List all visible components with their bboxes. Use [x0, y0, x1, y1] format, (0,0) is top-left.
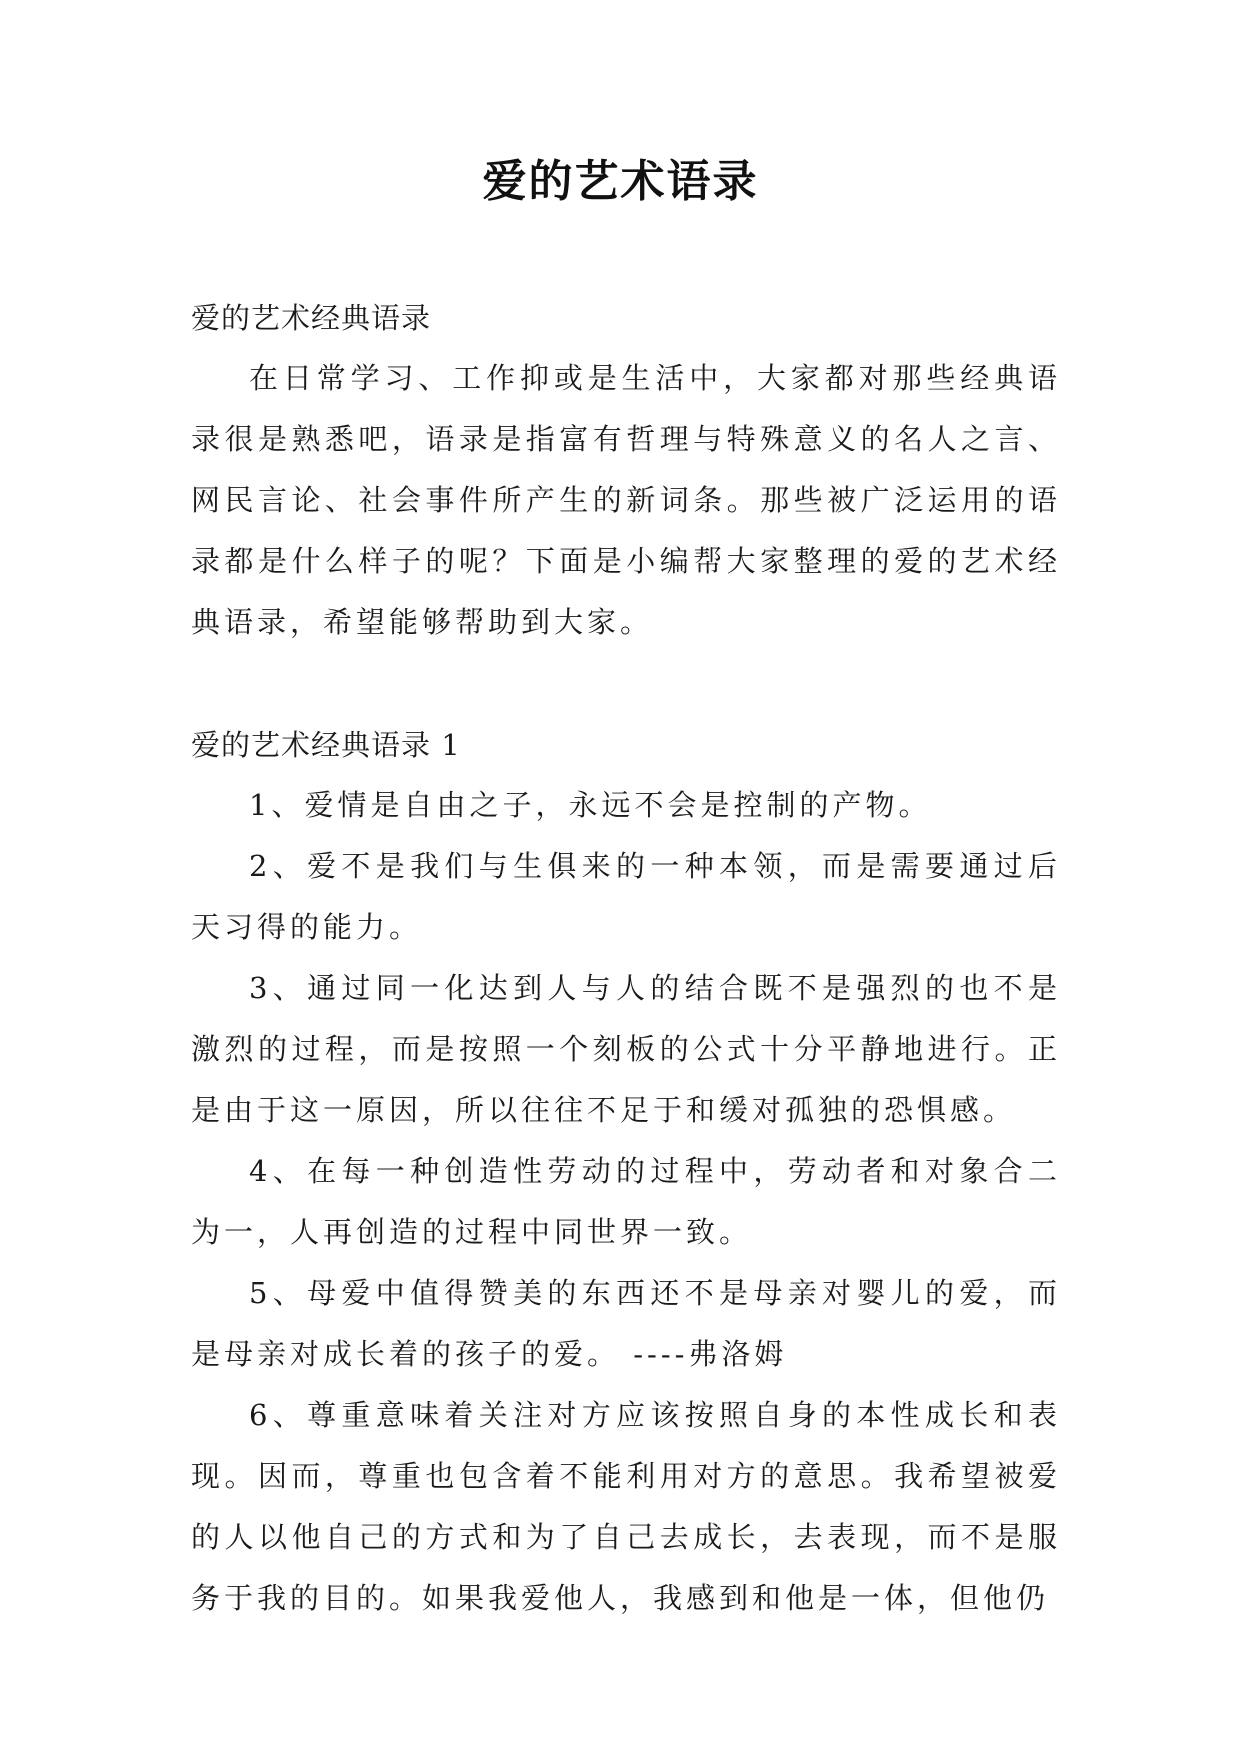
quote-item-1: 1、爱情是自由之子，永远不会是控制的产物。 [249, 788, 932, 822]
section-heading: 爱的艺术经典语录 [191, 301, 432, 335]
intro-paragraph: 在日常学习、工作抑或是生活中，大家都对那些经典语录很是熟悉吧，语录是指富有哲理与特殊意义的名人之言、网民言论、社会事件所产生的新词条。那些被广泛运用的语录都是什么样子的呢？下面是小编帮大家整理的爱的艺术经典语录，希望能够帮助到大家。 [191, 361, 1061, 639]
document-title: 爱的艺术语录 [482, 156, 759, 207]
quote-item-6: 6、尊重意味着关注对方应该按照自身的本性成长和表现。因而，尊重也包含着不能利用对方的意思。我希望被爱的人以他自己的方式和为了自己去成长，去表现，而不是服务于我的目的。如果我爱他人，我感到和他是一体，但他仍 [191, 1398, 1061, 1615]
quote-item-2: 2、爱不是我们与生俱来的一种本领，而是需要通过后天习得的能力。 [191, 849, 1061, 944]
quote-item-5: 5、母爱中值得赞美的东西还不是母亲对婴儿的爱，而是母亲对成长着的孩子的爱。 ----弗洛姆 [191, 1276, 1061, 1371]
section-spacer [191, 653, 1061, 715]
quote-item-4: 4、在每一种创造性劳动的过程中，劳动者和对象合二为一，人再创造的过程中同世界一致。 [191, 1154, 1061, 1249]
section-heading-1: 爱的艺术经典语录 1 [191, 728, 461, 762]
document-body [191, 288, 1061, 1629]
quote-item-3: 3、通过同一化达到人与人的结合既不是强烈的也不是激烈的过程，而是按照一个刻板的公式十分平静地进行。正是由于这一原因，所以往往不足于和缓对孤独的恐惧感。 [191, 971, 1061, 1127]
